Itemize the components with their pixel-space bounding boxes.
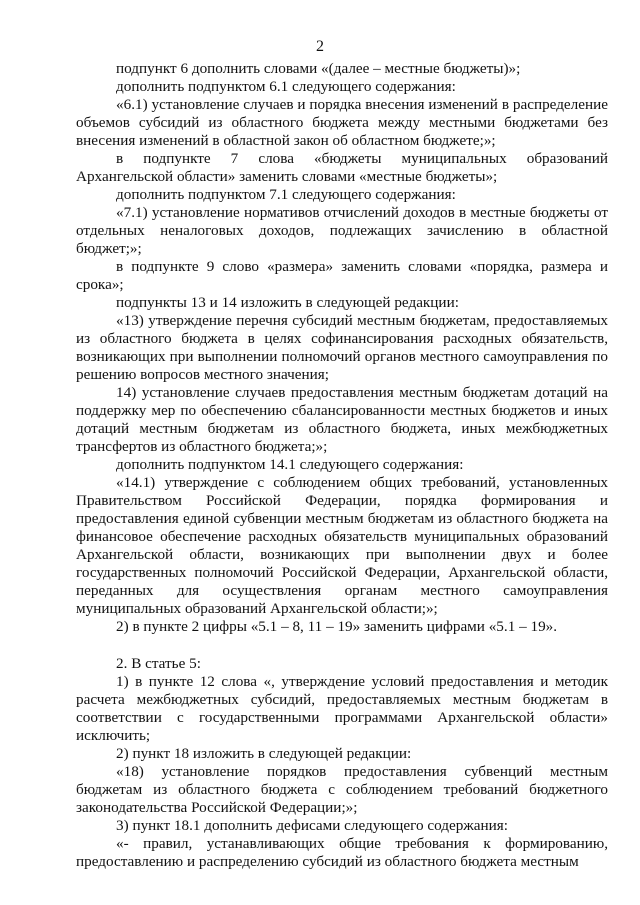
paragraph: «7.1) установление нормативов отчислений доходов в местные бюджеты от отдельных неналоговых доходов, подлежащих зачислению в областной бюджет;»; xyxy=(76,204,608,257)
paragraph: «14.1) утверждение с соблюдением общих требований, установленных Правительством Российской Федерации, порядка формирования и предоставления единой субвенции местным бюджетам из областного бюджета на финансовое обеспечение расходных обязательств муниципальных образований Архангельской области, возникающих при выполнении двух и более государственных полномочий Российской Федерации, Архангельской области, переданных для осуществления органам местного самоуправления муниципальных образований Архангельской области;»; xyxy=(76,474,608,617)
paragraph: «6.1) установление случаев и порядка внесения изменений в распределение объемов субсидий из областного бюджета между местными бюджетами без внесения изменений в областной закон об областном бюджете;»; xyxy=(76,96,608,149)
paragraph: дополнить подпунктом 6.1 следующего содержания: xyxy=(116,78,456,95)
paragraph: 3) пункт 18.1 дополнить дефисами следующего содержания: xyxy=(116,817,509,834)
paragraph: подпункты 13 и 14 изложить в следующей редакции: xyxy=(116,294,459,311)
document-body xyxy=(76,60,608,871)
paragraph: дополнить подпунктом 14.1 следующего содержания: xyxy=(116,456,464,473)
paragraph-gap xyxy=(76,636,608,655)
paragraph: в подпункте 9 слово «размера» заменить словами «порядка, размера и срока»; xyxy=(76,258,608,293)
paragraph: «18) установление порядков предоставления субвенций местным бюджетам из областного бюджета с соблюдением требований бюджетного законодательства Российской Федерации;»; xyxy=(76,763,608,816)
paragraph: «13) утверждение перечня субсидий местным бюджетам, предоставляемых из областного бюджета в целях софинансирования расходных обязательств, возникающих при выполнении полномочий органов местного самоуправления по решению вопросов местного значения; xyxy=(76,312,608,383)
paragraph: 1) в пункте 12 слова «, утверждение условий предоставления и методик расчета межбюджетных субсидий, предоставляемых местным бюджетам в соответствии с государственными программами Архангельской области» исключить; xyxy=(76,673,608,744)
paragraph: 2) пункт 18 изложить в следующей редакции: xyxy=(116,745,412,762)
paragraph: подпункт 6 дополнить словами «(далее – местные бюджеты)»; xyxy=(116,60,521,77)
paragraph: дополнить подпунктом 7.1 следующего содержания: xyxy=(116,186,456,203)
paragraph: 2) в пункте 2 цифры «5.1 – 8, 11 – 19» заменить цифрами «5.1 – 19». xyxy=(116,618,558,635)
page-number: 2 xyxy=(316,38,324,55)
paragraph: 2. В статье 5: xyxy=(116,655,201,672)
paragraph: 14) установление случаев предоставления местным бюджетам дотаций на поддержку мер по обеспечению сбалансированности местных бюджетов и иных дотаций местным бюджетам из областного бюджета, иных межбюджетных трансфертов из областного бюджета;»; xyxy=(76,384,608,455)
paragraph: в подпункте 7 слова «бюджеты муниципальных образований Архангельской области» заменить словами «местные бюджеты»; xyxy=(76,150,608,185)
paragraph: «- правил, устанавливающих общие требования к формированию, предоставлению и распределению субсидий из областного бюджета местным xyxy=(76,835,608,870)
